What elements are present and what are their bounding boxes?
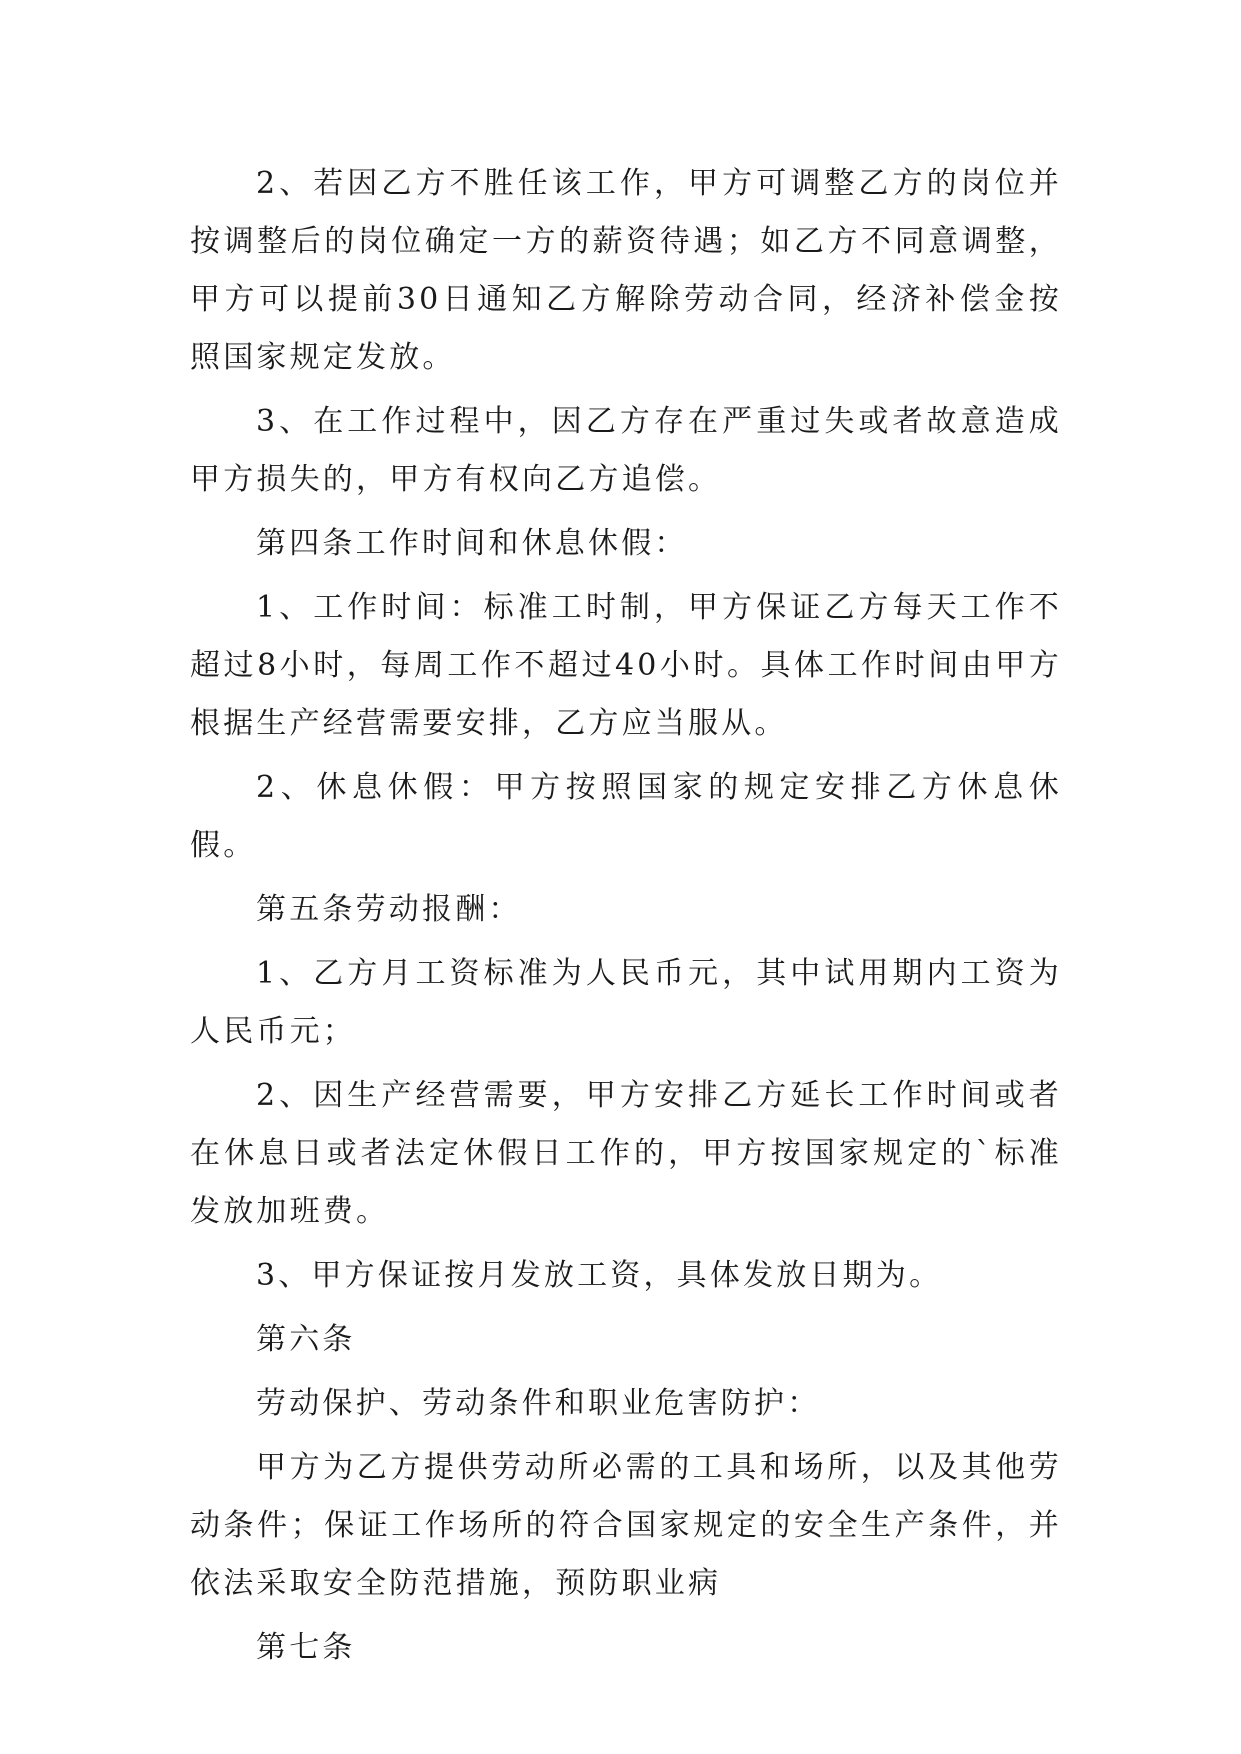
section-subheading-labor-protection: 劳动保护、劳动条件和职业危害防护： xyxy=(256,1386,821,1421)
section-heading-article-6: 第六条 xyxy=(256,1322,356,1357)
section-heading-article-4: 第四条工作时间和休息休假： xyxy=(256,526,688,561)
paragraph-clause-3-compensation: 3、在工作过程中，因乙方存在严重过失或者故意造成甲方损失的，甲方有权向乙方追偿。 xyxy=(190,404,1062,497)
paragraph-overtime-pay: 2、因生产经营需要，甲方安排乙方延长工作时间或者在休息日或者法定休假日工作的，甲方按国家规定的`标准发放加班费。 xyxy=(190,1078,1062,1229)
section-heading-article-5: 第五条劳动报酬： xyxy=(256,892,522,927)
paragraph-monthly-salary: 1、乙方月工资标准为人民币元，其中试用期内工资为人民币元； xyxy=(190,956,1062,1049)
document-body xyxy=(190,155,1062,1683)
paragraph-working-hours: 1、工作时间：标准工时制，甲方保证乙方每天工作不超过8小时，每周工作不超过40小时。具体工作时间由甲方根据生产经营需要安排，乙方应当服从。 xyxy=(190,590,1062,741)
paragraph-rest-leave: 2、休息休假：甲方按照国家的规定安排乙方休息休假。 xyxy=(190,770,1062,863)
paragraph-clause-2-adjustment: 2、若因乙方不胜任该工作，甲方可调整乙方的岗位并按调整后的岗位确定一方的薪资待遇；如乙方不同意调整，甲方可以提前30日通知乙方解除劳动合同，经济补偿金按照国家规定发放。 xyxy=(190,166,1062,375)
paragraph-labor-conditions: 甲方为乙方提供劳动所必需的工具和场所，以及其他劳动条件；保证工作场所的符合国家规定的安全生产条件，并依法采取安全防范措施，预防职业病 xyxy=(190,1450,1062,1601)
section-heading-article-7: 第七条 xyxy=(256,1630,356,1665)
paragraph-pay-date: 3、甲方保证按月发放工资，具体发放日期为。 xyxy=(256,1258,943,1293)
